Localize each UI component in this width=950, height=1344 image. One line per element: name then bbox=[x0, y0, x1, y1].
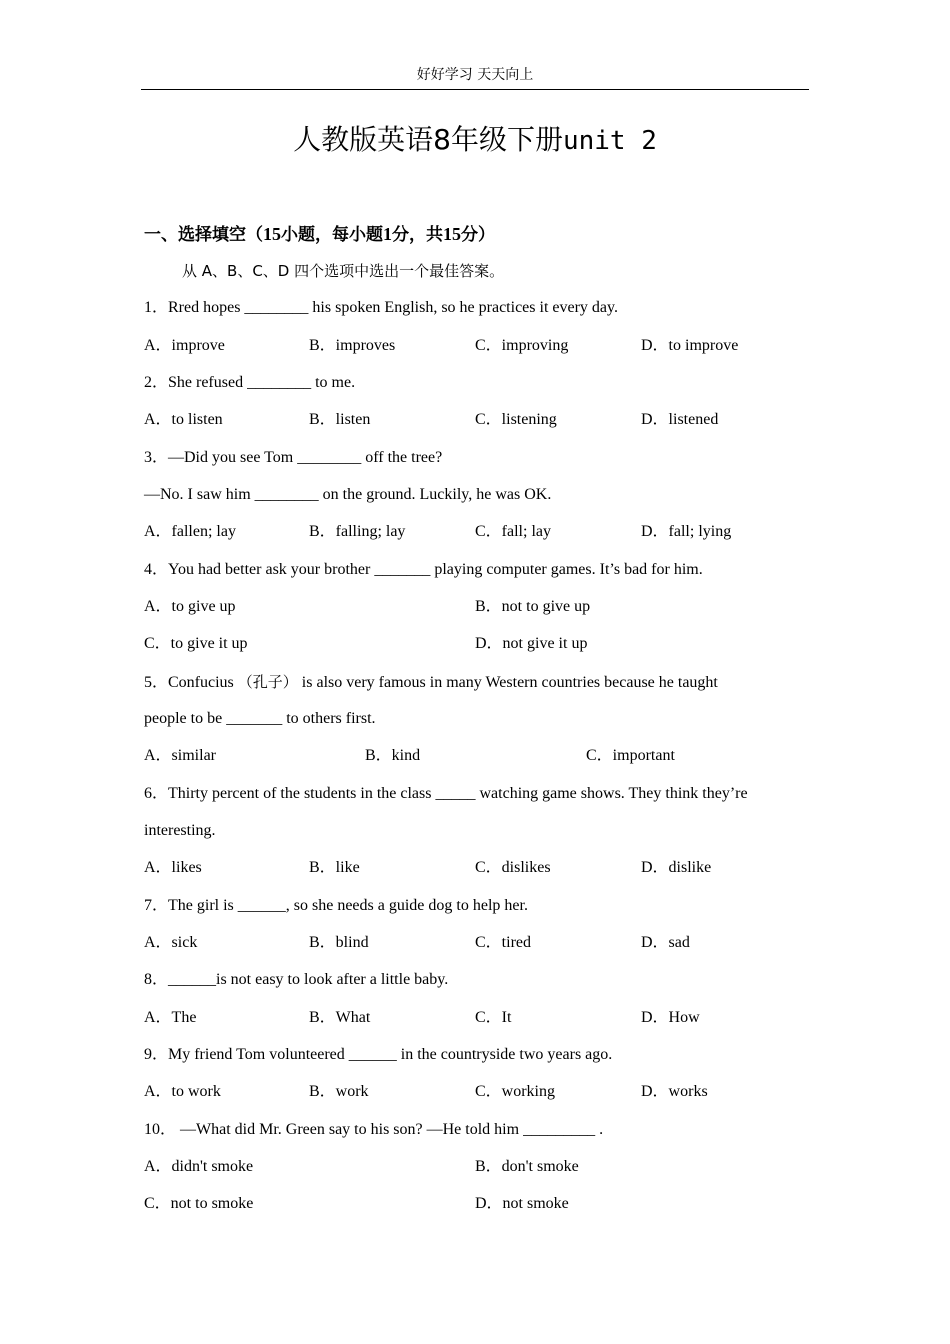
question-7-option-a: A．sick bbox=[144, 934, 198, 951]
heading-score: 1 bbox=[383, 224, 392, 244]
section-instruction: 从 A、B、C、D 四个选项中选出一个最佳答案。 bbox=[182, 262, 505, 280]
heading-total: 15 bbox=[443, 224, 461, 244]
question-2-option-c: C．listening bbox=[475, 411, 557, 428]
question-10-option-d: D．not smoke bbox=[475, 1195, 569, 1212]
question-5-stem-chinese: （孔子） bbox=[237, 673, 298, 691]
title-unit: unit 2 bbox=[562, 126, 657, 156]
question-10-option-a: A．didn't smoke bbox=[144, 1158, 254, 1175]
header-divider bbox=[141, 89, 809, 90]
question-5-stem-line-2: people to be _______ to others first. bbox=[144, 710, 376, 727]
question-5-option-c: C．important bbox=[586, 747, 675, 764]
question-8-option-b: B．What bbox=[309, 1009, 371, 1026]
page-header-text: 好好学习 天天向上 bbox=[416, 67, 534, 83]
question-7-option-d: D．sad bbox=[641, 934, 690, 951]
question-6-option-d: D．dislike bbox=[641, 859, 712, 876]
question-9-option-b: B．work bbox=[309, 1083, 369, 1100]
question-3-stem: 3．—Did you see Tom ________ off the tree? bbox=[144, 449, 443, 466]
question-1-option-b: B．improves bbox=[309, 337, 396, 354]
question-2-option-b: B．listen bbox=[309, 411, 371, 428]
question-4-option-a: A．to give up bbox=[144, 598, 236, 615]
question-4-option-d: D．not give it up bbox=[475, 635, 588, 652]
question-10-option-b: B．don't smoke bbox=[475, 1158, 579, 1175]
question-1-option-a: A．improve bbox=[144, 337, 225, 354]
heading-part: 一、选择填空（ bbox=[144, 225, 263, 245]
question-2-option-d: D．listened bbox=[641, 411, 719, 428]
question-10-stem: 10． —What did Mr. Green say to his son? —He told him _________ . bbox=[144, 1121, 604, 1138]
question-6-stem: 6．Thirty percent of the students in the class _____ watching game shows. They think they’re bbox=[144, 785, 748, 802]
question-5-option-b: B．kind bbox=[365, 747, 421, 764]
question-8-option-d: D．How bbox=[641, 1009, 700, 1026]
question-9-stem: 9．My friend Tom volunteered ______ in the countryside two years ago. bbox=[144, 1046, 613, 1063]
heading-part: 分，共 bbox=[392, 225, 443, 245]
document-title bbox=[0, 120, 950, 161]
question-3-stem-line-2: —No. I saw him ________ on the ground. Luckily, he was OK. bbox=[144, 486, 552, 503]
question-8-option-a: A．The bbox=[144, 1009, 197, 1026]
question-6-stem-line-2: interesting. bbox=[144, 822, 216, 839]
question-4-stem: 4．You had better ask your brother _______ playing computer games. It’s bad for him. bbox=[144, 561, 703, 578]
question-5-stem bbox=[144, 671, 718, 694]
question-9-option-c: C．working bbox=[475, 1083, 556, 1100]
heading-count: 15 bbox=[263, 224, 281, 244]
question-8-stem: 8．______is not easy to look after a little baby. bbox=[144, 971, 449, 988]
question-1-option-c: C．improving bbox=[475, 337, 569, 354]
question-2-option-a: A．to listen bbox=[144, 411, 223, 428]
question-7-option-b: B．blind bbox=[309, 934, 369, 951]
section-heading bbox=[144, 222, 495, 247]
question-7-option-c: C．tired bbox=[475, 934, 531, 951]
question-2-stem: 2．She refused ________ to me. bbox=[144, 374, 356, 391]
question-9-option-d: D．works bbox=[641, 1083, 708, 1100]
question-5-option-a: A．similar bbox=[144, 747, 216, 764]
question-5-stem-part: 5．Confucius bbox=[144, 674, 238, 691]
question-3-option-c: C．fall; lay bbox=[475, 523, 551, 540]
question-5-stem-part: is also very famous in many Western countries because he taught bbox=[297, 674, 718, 691]
question-7-stem: 7．The girl is ______, so she needs a guide dog to help her. bbox=[144, 897, 528, 914]
question-6-option-c: C．dislikes bbox=[475, 859, 551, 876]
question-3-option-a: A．fallen; lay bbox=[144, 523, 236, 540]
heading-part: 分） bbox=[461, 225, 495, 245]
question-4-option-c: C．to give it up bbox=[144, 635, 248, 652]
question-6-option-b: B．like bbox=[309, 859, 360, 876]
question-3-option-d: D．fall; lying bbox=[641, 523, 732, 540]
question-3-option-b: B．falling; lay bbox=[309, 523, 406, 540]
question-1-option-d: D．to improve bbox=[641, 337, 739, 354]
question-4-option-b: B．not to give up bbox=[475, 598, 591, 615]
question-1-stem: 1．Rred hopes ________ his spoken English, so he practices it every day. bbox=[144, 299, 618, 316]
title-chinese: 人教版英语8年级下册 bbox=[293, 123, 563, 156]
heading-part: 小题，每小题 bbox=[281, 225, 383, 245]
question-6-option-a: A．likes bbox=[144, 859, 202, 876]
question-8-option-c: C．It bbox=[475, 1009, 512, 1026]
question-9-option-a: A．to work bbox=[144, 1083, 221, 1100]
question-10-option-c: C．not to smoke bbox=[144, 1195, 254, 1212]
